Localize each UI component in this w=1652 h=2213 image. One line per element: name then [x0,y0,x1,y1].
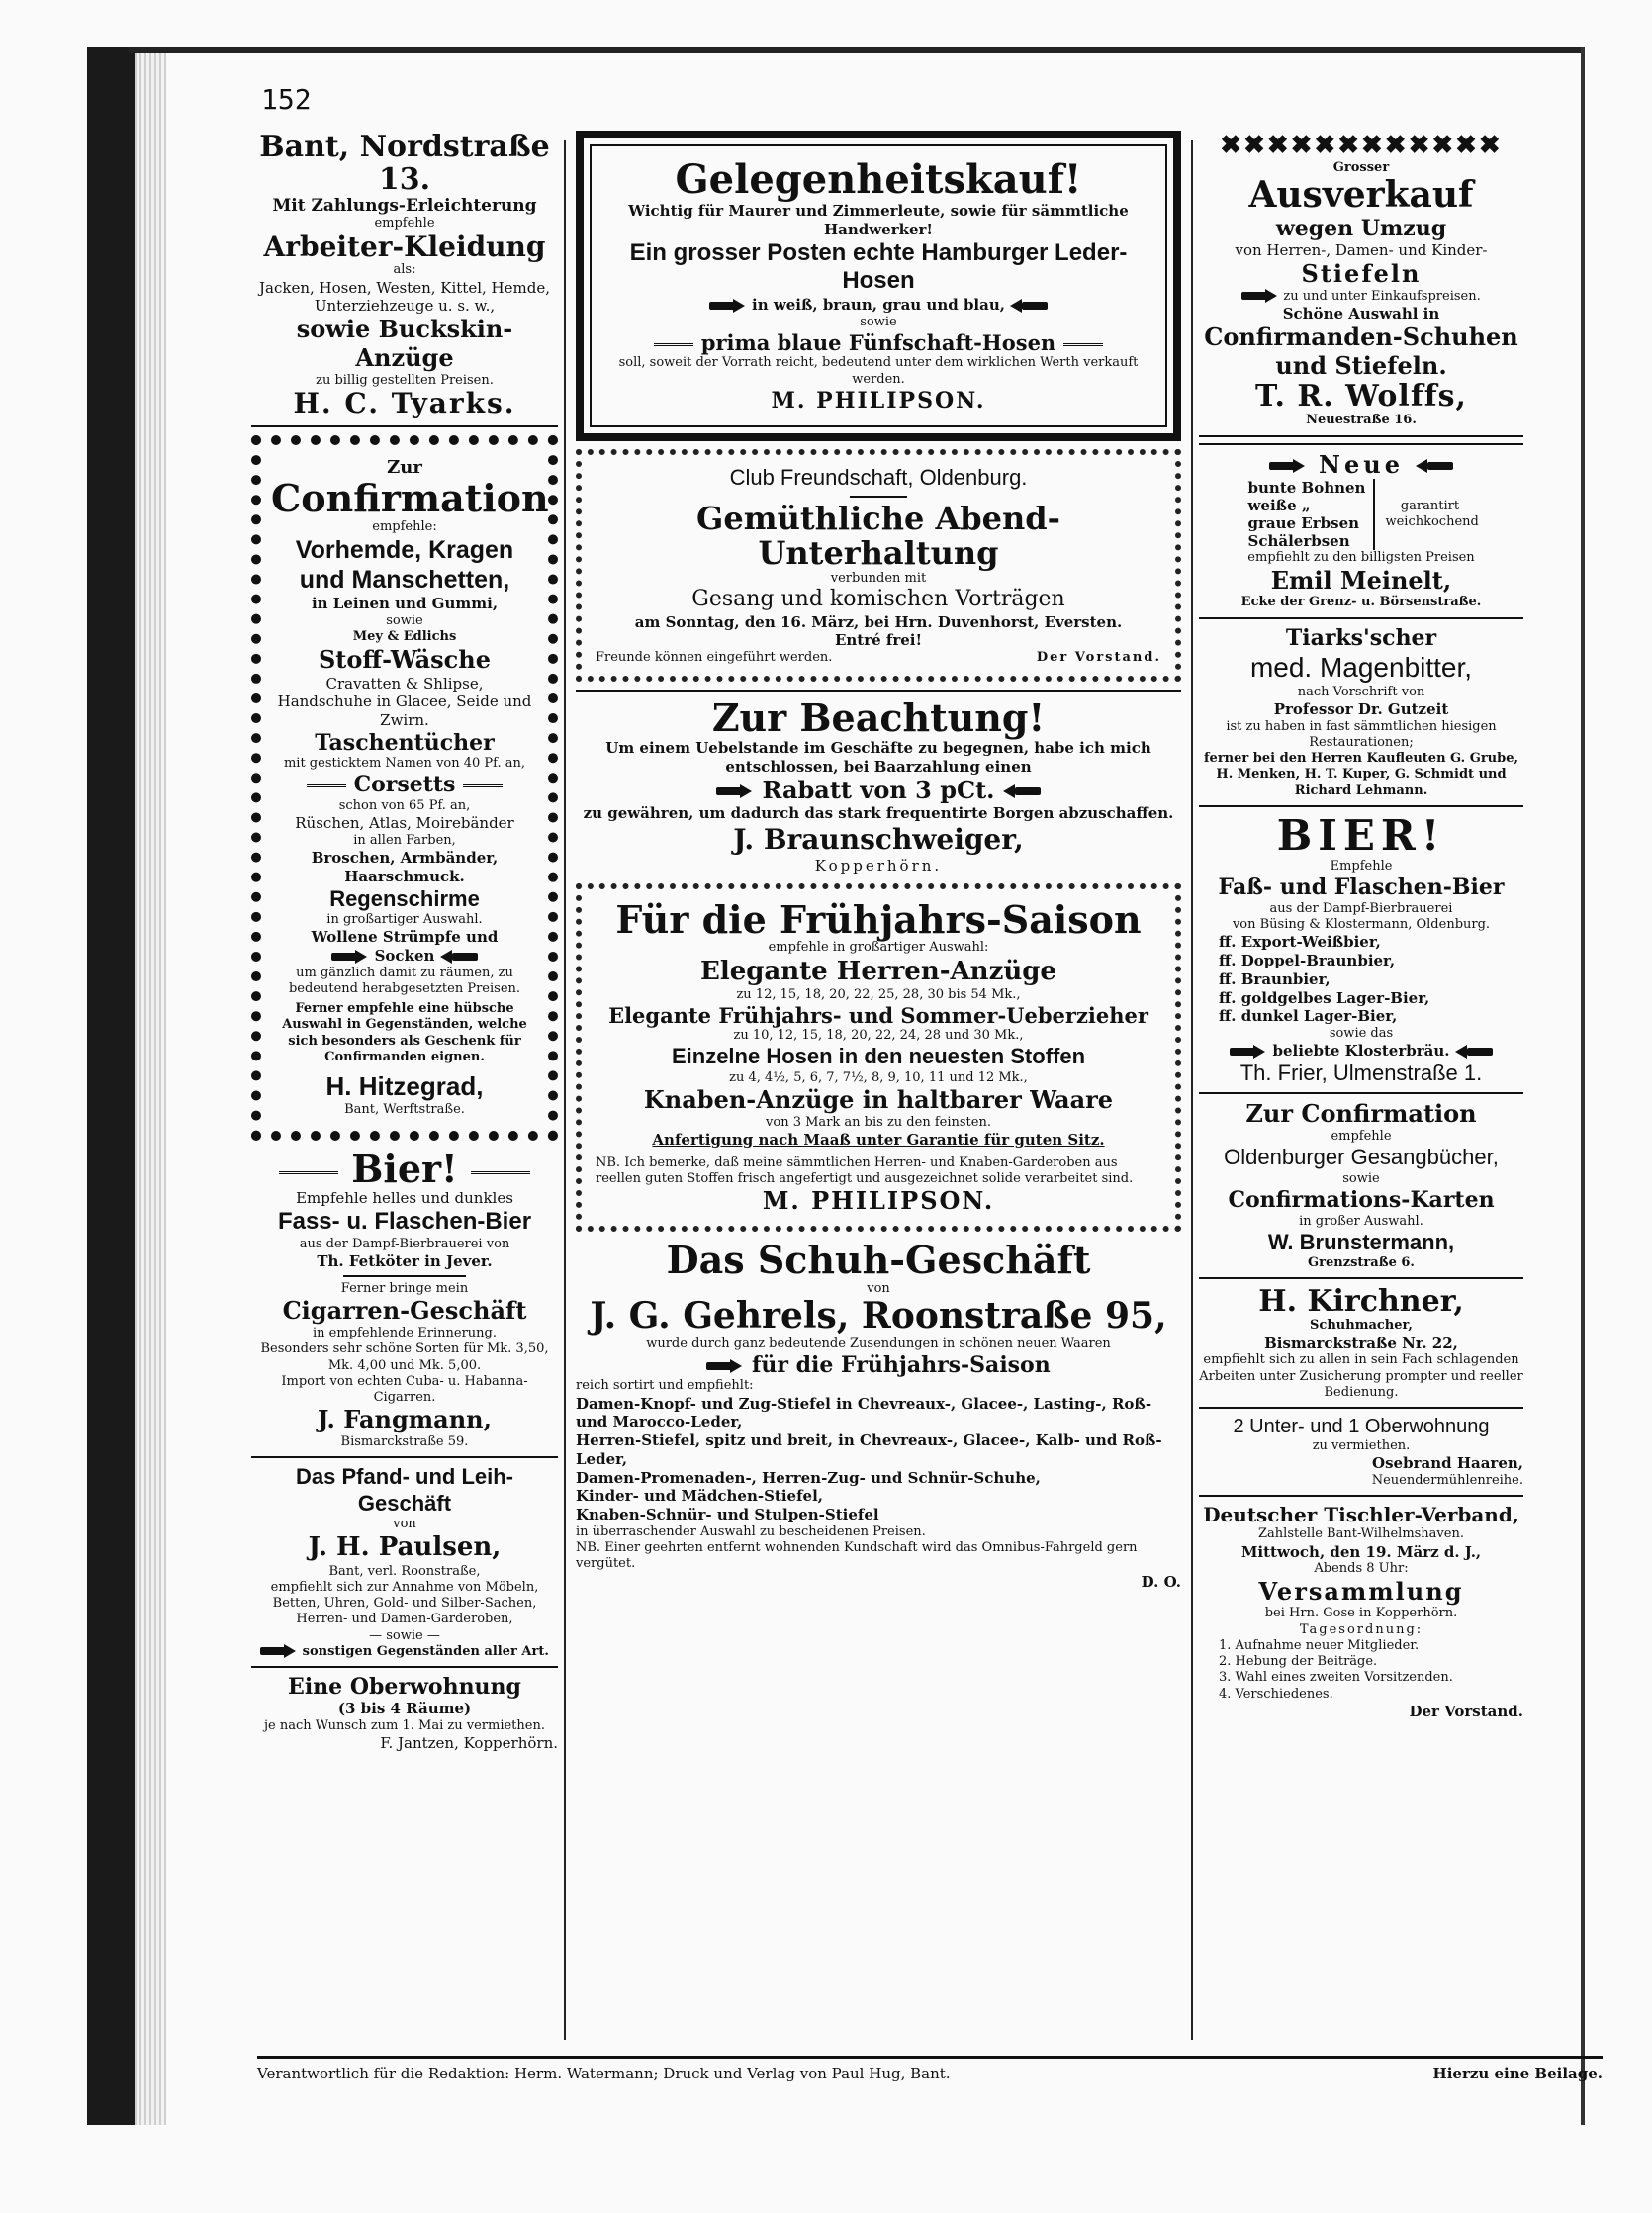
ad-line: Confirmations-Karten [1228,1187,1495,1214]
pointing-hand-icon [716,784,754,798]
ad-signature: D. O. [1141,1572,1181,1591]
ad-line: zu 4, 4½, 5, 6, 7, 7½, 8, 9, 10, 11 und 12 Mk., [729,1069,1028,1085]
advertiser-name: W. Brunstermann, [1267,1229,1455,1254]
advertiser-name: Emil Meinelt, [1270,565,1452,595]
beer-item: ff. goldgelbes Lager-Bier, [1219,988,1430,1007]
page-edges [135,47,166,2125]
ad-heading [1199,451,1523,480]
ad-line: sowie [1342,1170,1380,1186]
advertiser-name: T. R. Wolffs, [1255,379,1467,415]
ad-line [603,330,1153,355]
ad-line: soll, soweit der Vorrath reicht, bedeutend unter dem wirklichen Werth verkauft werden. [618,355,1139,387]
ad-line: in empfehlende Erinnerung. [313,1326,497,1341]
ad-line: wurde durch ganz bedeutende Zusendungen in schönen neuen Waaren [646,1336,1111,1351]
pointing-hand-icon [706,1359,744,1373]
agenda-item: 2. Hebung der Beiträge. [1219,1654,1378,1670]
ad-line: Arbeiter-Kleidung [263,230,546,263]
ad-line: zu billig gestellten Preisen. [316,372,494,388]
ad-line: Confirmanden-Schuhen und Stiefeln. [1204,322,1518,380]
advertiser-name: J. G. Gehrels, Roonstraße 95, [590,1295,1167,1337]
ad-line-text: Socken [374,946,435,965]
agenda-item: 3. Wahl eines zweiten Vorsitzenden. [1219,1670,1453,1686]
ad-line: empfiehlt sich zu allen in sein Fach schlagenden Arbeiten unter Zusicherung prompter und reeller Bedienung. [1199,1352,1523,1400]
ad-line: Faß- und Flaschen-Bier [1218,875,1505,901]
advertiser-name: M. PHILIPSON. [762,1186,995,1216]
ad-line: Schuhmacher, [1310,1318,1413,1334]
ad-line: ferner bei den Herren Kaufleuten G. Grube, H. Menken, H. T. Kuper, G. Schmidt und Richard Lehmann. [1203,751,1519,798]
advertiser-name: H. Hitzegrad, [325,1071,484,1102]
pointing-hand-icon [1010,299,1048,313]
ad-tyarks [251,131,558,419]
ad-line: Empfehle [1330,859,1393,875]
ad-club-freundschaft [576,449,1181,682]
ad-line: Gesang und komischen Vorträgen [691,587,1065,612]
ad-heading: Eine Oberwohnung [288,1674,521,1701]
pointing-hand-icon [1230,1045,1267,1059]
page-top-edge [129,47,1583,53]
advertiser-name: F. Jantzen, Kopperhörn. [380,1734,558,1753]
ad-frier [1199,810,1523,1086]
ad-line: mit gesticktem Namen von 40 Pf. an, [283,756,526,772]
advertiser-name: M. PHILIPSON. [771,387,986,414]
ad-line: garantirt weichkochend [1385,499,1479,530]
ad-line: Regenschirme [329,885,480,911]
column-middle [576,131,1181,1597]
ad-line: Bant, verl. Roonstraße, [328,1563,481,1579]
ad-line: Ferner bringe mein [340,1280,469,1296]
ad-heading: 2 Unter- und 1 Oberwohnung [1233,1416,1490,1438]
ad-signature: Der Vorstand. [1409,1702,1523,1720]
ad-line: sowie [386,613,423,629]
ad-line: Wichtig für Maurer und Zimmerleute, sowie für sämmtliche Handwerker! [628,202,1129,238]
ad-line: Tagesordnung: [1299,1621,1423,1637]
ad-line: Unterziehzeuge u. s. w., [314,297,496,316]
ad-line: empfehle [374,216,435,231]
ad-line: (3 bis 4 Räume) [337,1700,472,1718]
advertiser-name: J. Fangmann, [318,1405,492,1434]
ad-signature: Der Vorstand. [1036,650,1161,666]
ad-line [271,772,538,797]
advertiser-address: Grenzstraße 6. [1308,1255,1415,1271]
ad-haaren [1199,1415,1523,1489]
ad-line-text: in weiß, braun, grau und blau, [752,296,1005,315]
ad-line: Th. Fetköter in Jever. [317,1252,493,1271]
advertiser-address: Neuestraße 16. [1306,413,1417,428]
ad-line: empfehle in großartiger Auswahl: [768,940,989,956]
ad-line: Abends 8 Uhr: [1314,1561,1409,1577]
ad-line: Zur [387,456,422,478]
ad-line: Knaben-Anzüge in haltbarer Waare [643,1085,1114,1115]
ad-line: wegen Umzug [1275,215,1447,241]
ad-philipson-gelegenheitskauf [576,131,1181,441]
ad-line: Einzelne Hosen in den neuesten Stoffen [671,1044,1086,1069]
ad-line: Stiefeln [1301,258,1422,288]
ad-line: von [867,1280,890,1296]
ad-line: Anfertigung nach Maaß unter Garantie für guten Sitz. [652,1131,1105,1150]
ad-brunstermann [1199,1100,1523,1271]
ad-heading: Das Schuh-Geschäft [666,1238,1091,1283]
pointing-hand-icon [1455,1045,1493,1059]
page-number: 152 [261,83,312,116]
advertiser-address: Neuendermühlenreihe. [1371,1473,1523,1489]
ad-heading: Gelegenheitskauf! [675,156,1082,203]
ad-line: Fass- u. Flaschen-Bier [277,1208,532,1236]
ad-line [603,296,1153,315]
ad-heading: Bant, Nordstraße 13. [259,130,550,197]
ad-line: zu gewähren, um dadurch das stark frequentirte Borgen abzuschaffen. [583,804,1174,823]
ad-line: Damen-Knopf- und Zug-Stiefel in Chevreaux-, Glacee-, Lasting-, Roß- und Marocco-Leder, [576,1394,1152,1431]
ad-line: von [393,1517,416,1532]
ad-wolffs [1199,131,1523,429]
pointing-hand-icon [709,299,747,313]
advertiser-address: Kopperhörn. [814,856,943,875]
ad-line: Mey & Edlichs [352,629,457,645]
ad-kirchner [1199,1285,1523,1401]
beer-item: ff. Braunbier, [1219,969,1331,988]
ad-heading: Confirmation [271,476,549,521]
ad-line: je nach Wunsch zum 1. Mai zu vermiethen. [264,1718,545,1734]
ad-line: in großer Auswahl. [1299,1213,1423,1229]
ad-line [251,1644,558,1660]
product-item: Schälerbsen [1247,532,1350,551]
ad-heading: Zur Confirmation [1245,1099,1477,1129]
ad-fangmann [251,1146,558,1451]
ad-line: NB. Ich bemerke, daß meine sämmtlichen Herren- und Knaben-Garderoben aus reellen guten Stoffen frisch angefertigt und ausgezeichnet solide verarbeitet sind. [596,1154,1134,1187]
ad-line: Handschuhe in Glacee, Seide und Zwirn. [277,692,532,730]
ad-line: Empfehle helles und dunkles [296,1189,513,1208]
pointing-hand-icon [260,1644,298,1658]
book-binding [87,47,135,2125]
ad-line: zu vermiethen. [1312,1438,1411,1454]
ad-line [576,777,1181,805]
ad-line: Elegante Herren-Anzüge [700,956,1056,986]
product-item: weiße „ [1247,497,1311,515]
ad-line: Zahlstelle Bant-Wilhelmshaven. [1258,1526,1464,1542]
ad-heading: BIER! [1276,810,1446,860]
ad-line: NB. Einer geehrten entfernt wohnenden Kundschaft wird das Omnibus-Fahrgeld gern vergütet. [576,1540,1138,1572]
ad-magenbitter [1199,625,1523,799]
ad-meinelt [1199,451,1523,611]
ad-line: als: [393,262,416,278]
agenda-item: 4. Verschiedenes. [1219,1686,1333,1702]
ad-line: Stoff-Wäsche [318,644,492,674]
ad-line: Herren-Stiefel, spitz und breit, in Chevreaux-, Glacee-, Kalb- und Roß-Leder, [576,1431,1162,1468]
product-item: bunte Bohnen [1247,479,1366,498]
ad-line: Um einem Uebelstande im Geschäfte zu begegnen, habe ich mich entschlossen, bei Baarzahlung einen [605,739,1151,776]
ad-line-text: zu und unter Einkaufspreisen. [1283,288,1481,304]
pointing-hand-icon [1003,784,1041,798]
ad-line: aus der Dampf-Bierbrauerei [1269,900,1453,916]
column-rule [1191,140,1193,2040]
ad-line: am Sonntag, den 16. März, bei Hrn. Duvenhorst, Eversten. [634,612,1123,631]
ad-line: Mittwoch, den 19. März d. J., [1240,1542,1482,1561]
ad-line: in Leinen und Gummi, [311,595,499,613]
ad-line: Elegante Frühjahrs- und Sommer-Ueberzieher [608,1003,1148,1028]
beer-item: ff. Doppel-Braunbier, [1219,952,1396,970]
ad-braunschweiger [576,697,1181,875]
ad-heading: Für die Frühjahrs-Saison [615,896,1142,942]
ad-line: Jacken, Hosen, Westen, Kittel, Hemde, [259,278,550,297]
ad-line: in überraschender Auswahl zu bescheidenen Preisen. [576,1523,926,1539]
ad-line: Bismarckstraße Nr. 22, [1264,1334,1458,1352]
ad-line: Mit Zahlungs-Erleichterung [272,196,537,216]
advertiser-name: Th. Frier, Ulmenstraße 1. [1239,1060,1483,1086]
ad-line: Entré frei! [834,631,923,650]
advertiser-name: J. H. Paulsen, [308,1532,502,1563]
ad-gehrels [576,1240,1181,1591]
ad-line: sowie Buckskin-Anzüge [296,315,513,372]
ad-line: Grosser [1332,160,1390,175]
ad-line: Ein grosser Posten echte Hamburger Leder-Hosen [629,238,1128,295]
ad-heading-text: Bier! [351,1146,458,1191]
star-row: ✖✖✖✖✖✖✖✖✖✖✖✖ [1220,131,1503,160]
ad-line: empfehle [1331,1129,1392,1145]
ad-line: — sowie — [369,1627,440,1643]
ad-line-text: beliebte Klosterbräu. [1272,1042,1450,1060]
ad-line: um gänzlich damit zu räumen, zu bedeutend herabgesetzten Preisen. [288,965,521,996]
ad-line: von Herren-, Damen- und Kinder- [1235,241,1488,260]
ad-line: Cravatten & Shlipse, [325,674,484,692]
ad-hitzegrad [251,435,558,1141]
pointing-hand-icon [1241,289,1279,303]
ad-tischler-verband [1199,1503,1523,1720]
ad-line: Damen-Promenaden-, Herren-Zug- und Schnür-Schuhe, [576,1468,1041,1487]
ad-line: Tiarks'scher [1285,624,1437,651]
pointing-hand-icon [1416,459,1453,473]
ad-line: Kinder- und Mädchen-Stiefel, [576,1487,823,1506]
ad-line: Club Freundschaft, Oldenburg. [729,465,1028,491]
column-left [251,131,558,1759]
footer-supplement-note: Hierzu eine Beilage. [1432,2065,1603,2082]
ad-line: in großartiger Auswahl. [326,911,483,927]
ad-line: bei Hrn. Gose in Kopperhörn. [1264,1606,1458,1621]
ad-heading: Das Pfand- und Leih-Geschäft [296,1464,513,1516]
advertiser-address: Bismarckstraße 59. [340,1434,469,1450]
ad-line: verbunden mit [830,570,927,586]
ad-line: Freunde können eingeführt werden. [596,650,833,666]
ad-line: empfiehlt sich zur Annahme von Möbeln, Betten, Uhren, Gold- und Silber-Sachen, Herren- und Damen-Garderoben, [270,1579,539,1627]
ad-line: Cigarren-Geschäft [282,1296,527,1326]
ad-heading [251,1146,558,1191]
ad-line: Besonders sehr schöne Sorten für Mk. 3,50, Mk. 4,00 und Mk. 5,00. [260,1341,549,1373]
ad-line: empfiehlt zu den billigsten Preisen [1247,550,1475,566]
beer-item: ff. Export-Weißbier, [1219,933,1381,952]
ad-line: zu 12, 15, 18, 20, 22, 25, 28, 30 bis 54 Mk., [736,986,1021,1002]
ad-line [576,1352,1181,1378]
advertiser-address: Bant, Werftstraße. [344,1102,465,1118]
footer-imprint: Verantwortlich für die Redaktion: Herm. Watermann; Druck und Verlag von Paul Hug, Bant. [257,2065,951,2082]
column-rule [564,140,566,2040]
ad-line: zu 10, 12, 15, 18, 20, 22, 24, 28 und 30 Mk., [733,1028,1024,1044]
ad-line: nach Vorschrift von [1297,684,1425,699]
page-footer [257,2056,1603,2082]
ad-line: Import von echten Cuba- u. Habanna-Cigarren. [281,1373,528,1406]
ad-line-text: Corsetts [353,772,456,798]
ad-heading: Zur Beachtung! [711,695,1046,741]
ad-line: Versammlung [1258,1576,1464,1606]
column-right [1199,131,1523,1727]
ad-jantzen [251,1674,558,1753]
ad-line: Oldenburger Gesangbücher, [1224,1145,1499,1170]
ad-line [1199,1042,1523,1060]
ad-heading: Gemüthliche Abend-Unterhaltung [696,499,1060,572]
ad-heading: Ausverkauf [1248,174,1474,217]
ad-line: Taschentücher [315,729,495,756]
newspaper-page [168,61,1603,2119]
ad-line-text: für die Frühjahrs-Saison [751,1352,1051,1379]
ad-line: schon von 65 Pf. an, [338,797,471,813]
ad-line: aus der Dampf-Bierbrauerei von [299,1236,510,1251]
ad-paulsen [251,1464,558,1660]
ad-line: von Büsing & Klostermann, Oldenburg. [1232,917,1491,933]
ad-heading-text: Neue [1319,449,1404,479]
advertiser-name: H. Kirchner, [1258,1284,1464,1320]
product-item: graue Erbsen [1247,514,1360,533]
pointing-hand-icon [331,950,369,964]
ad-line: ist zu haben in fast sämmtlichen hiesigen Restaurationen; [1226,718,1497,750]
advertiser-name: J. Braunschweiger, [733,823,1024,857]
ad-line: Knaben-Schnür- und Stulpen-Stiefel [576,1506,879,1524]
advertiser-address: Ecke der Grenz- u. Börsenstraße. [1240,595,1482,610]
ad-line: Professor Dr. Gutzeit [1273,699,1449,718]
ad-line: Wollene Strümpfe und [311,928,499,947]
ad-line: in allen Farben, [353,832,456,848]
ad-line: sowie [860,314,897,329]
ad-heading: Deutscher Tischler-Verband, [1203,1503,1519,1527]
ad-line: Broschen, Armbänder, Haarschmuck. [311,849,499,885]
ad-line: Ferner empfehle eine hübsche Auswahl in Gegenständen, welche sich besonders als Geschenk für Confirmanden eignen. [282,1001,527,1064]
ad-line: von 3 Mark an bis zu den feinsten. [766,1114,991,1130]
ad-line [271,947,538,966]
page-right-edge [1581,47,1585,2125]
beer-item: ff. dunkel Lager-Bier, [1219,1007,1398,1026]
ad-line: reich sortirt und empfiehlt: [576,1378,754,1394]
advertiser-name: H. C. Tyarks. [293,387,516,420]
advertiser-name: Osebrand Haaren, [1372,1454,1523,1473]
ad-line-text: prima blaue Fünfschaft-Hosen [700,330,1056,356]
ad-line: Schöne Auswahl in [1282,305,1440,323]
ad-line [1199,289,1523,305]
pointing-hand-icon [1269,459,1307,473]
ad-line: empfehle: [372,519,437,535]
ad-line-text: sonstigen Gegenständen aller Art. [302,1643,549,1659]
ad-line-text: Rabatt von 3 pCt. [762,775,995,804]
ad-line: Rüschen, Atlas, Moirebänder [295,814,514,833]
ad-line: sowie das [1329,1026,1394,1042]
pointing-hand-icon [440,950,478,964]
agenda-item: 1. Aufnahme neuer Mitglieder. [1219,1637,1420,1653]
ad-line: Vorhemde, Kragen und Manschetten, [295,536,514,595]
ad-philipson-saison [576,883,1181,1233]
ad-heading: med. Magenbitter, [1249,652,1473,684]
